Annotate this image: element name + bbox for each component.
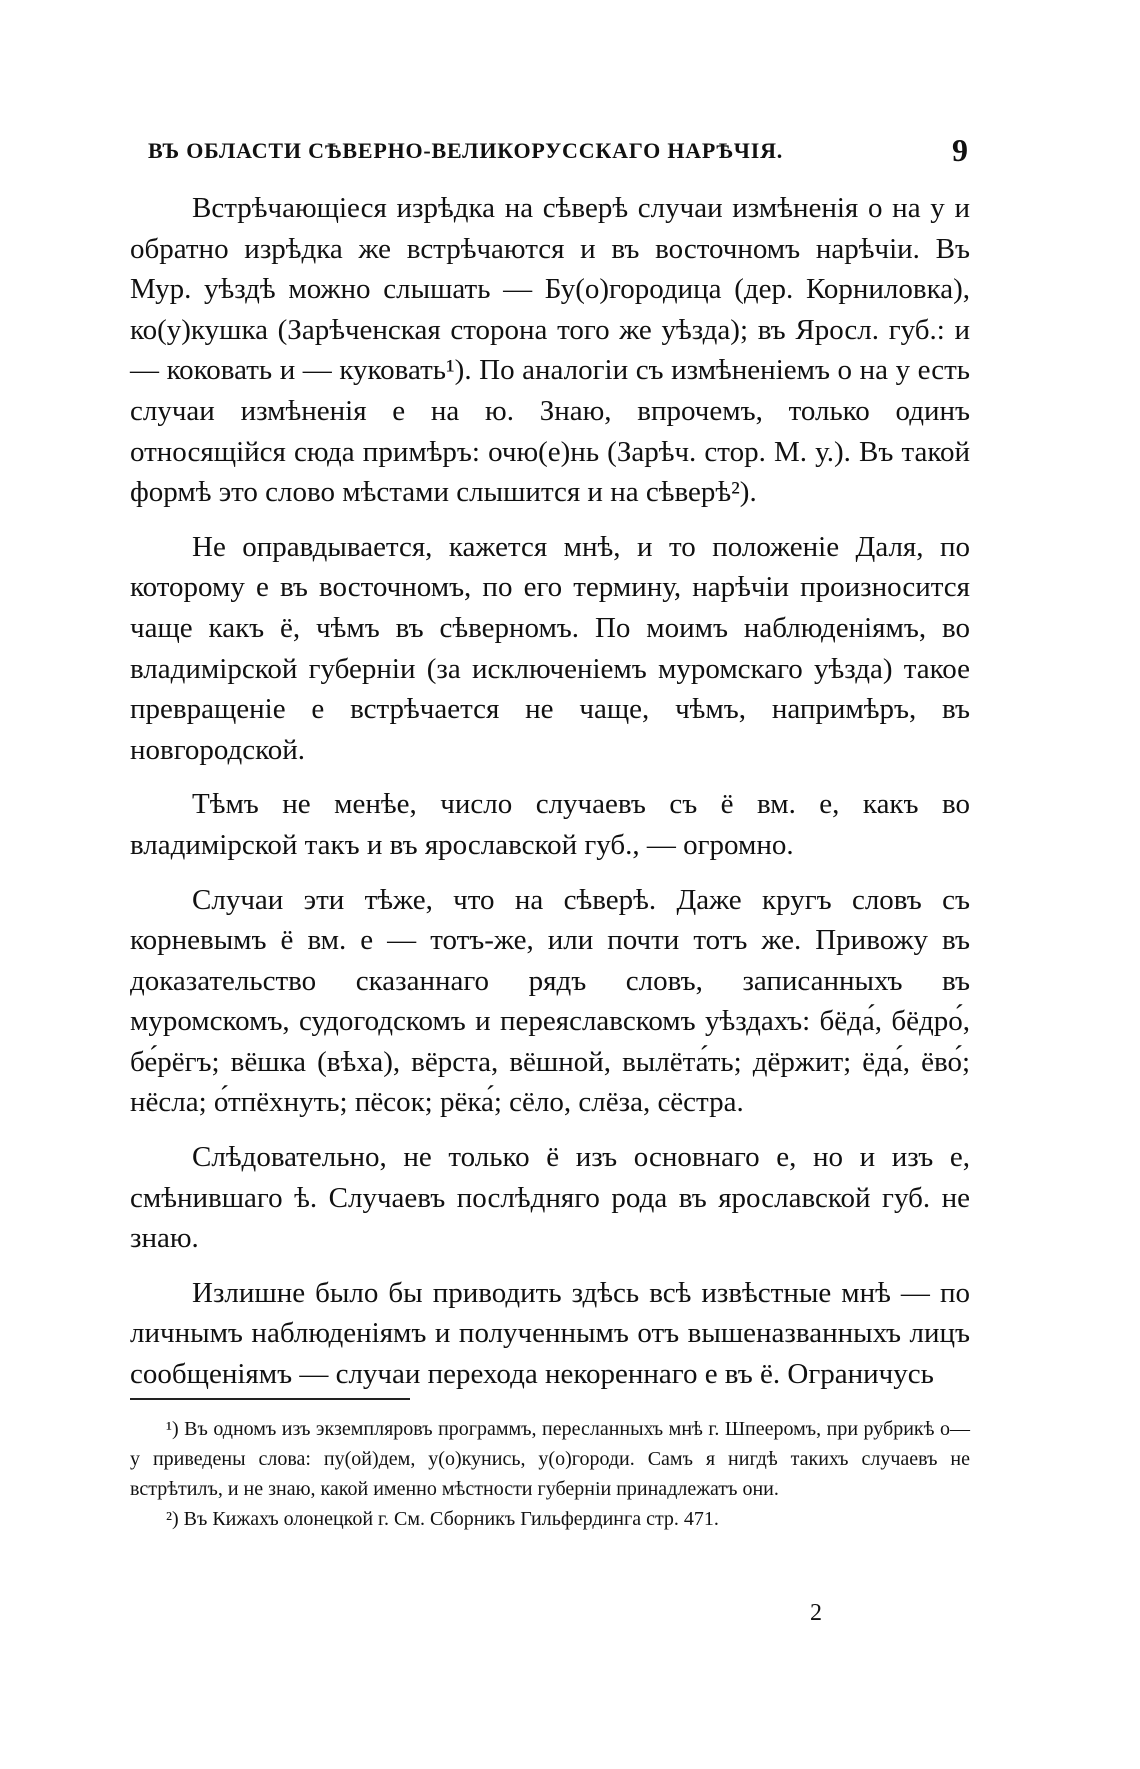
paragraph-4: Случаи эти тѣже, что на сѣверѣ. Даже кругъ словъ съ корневымъ ё вм. е — тотъ-же, или почти тотъ же. Привожу въ доказательство сказаннаго рядъ словъ, записанныхъ въ муромскомъ, судогодскомъ и переяславскомъ уѣздахъ: бёда́, бёдро́, бе́рёгъ; вёшка (вѣха), вёрста, вёшной, вылёта́ть; дёржит; ёда́, ёво́; нёсла; о́тпёхнуть; пёсок; рёка́; сёло, слёза, сёстра. xyxy=(130,883,970,1119)
signature-mark: 2 xyxy=(810,1600,822,1626)
paragraph-6: Излишне было бы приводить здѣсь всѣ извѣстные мнѣ — по личнымъ наблюденіямъ и полученнымъ отъ вышеназванныхъ лицъ сообщеніямъ — случаи перехода некореннаго е въ ё. Ограничусь xyxy=(130,1276,970,1391)
paragraph-1: Встрѣчающіеся изрѣдка на сѣверѣ случаи измѣненія о на у и обратно изрѣдка же встрѣчаются и въ восточномъ нарѣчіи. Въ Мур. уѣздѣ можно слышать — Бу(о)городица (дер. Корниловка), ко(у)кушка (Зарѣченская сторона того же уѣзда); въ Яросл. губ.: и — коковать и — куковать¹). По аналогіи съ измѣненіемъ о на у есть случаи измѣненія е на ю. Знаю, впрочемъ, только одинъ относящійся сюда примѣръ: очю(е)нь (Зарѣч. стор. М. у.). Въ такой формѣ это слово мѣстами слышится и на сѣверѣ²). xyxy=(130,192,970,509)
running-title: ВЪ ОБЛАСТИ СѢВЕРНО-ВЕЛИКОРУССКАГО НАРѢЧІЯ. xyxy=(148,138,784,163)
paragraph-3: Тѣмъ не менѣе, число случаевъ съ ё вм. е, какъ во владимірской такъ и въ ярославской губ., — огромно. xyxy=(130,788,970,861)
page-header xyxy=(128,134,968,174)
footnote-1: ¹) Въ одномъ изъ экземпляровъ программъ, пересланныхъ мнѣ г. Шпееромъ, при рубрикѣ о—у приведены слова: пу(ой)дем, у(о)кунись, у(о)городи. Самъ я нигдѣ такихъ случаевъ не встрѣтилъ, и не знаю, какой именно мѣстности губерніи принадлежатъ они. xyxy=(130,1418,970,1500)
page-number: 9 xyxy=(952,132,968,168)
paragraph-2: Не оправдывается, кажется мнѣ, и то положеніе Даля, по которому е въ восточномъ, по его термину, нарѣчіи произносится чаще какъ ё, чѣмъ въ сѣверномъ. По моимъ наблюденіямъ, во владимірской губерніи (за исключеніемъ муромскаго уѣзда) такое превращеніе е встрѣчается не чаще, чѣмъ, напримѣръ, въ новгородской. xyxy=(130,530,970,766)
footnote-2: ²) Въ Кижахъ олонецкой г. См. Сборникъ Гильфердинга стр. 471. xyxy=(166,1508,719,1530)
footnote-divider xyxy=(130,1398,410,1400)
footnotes xyxy=(130,1414,970,1534)
body-text xyxy=(130,188,970,1409)
paragraph-5: Слѣдовательно, не только ё изъ основнаго е, но и изъ е, смѣнившаго ѣ. Случаевъ послѣдняго рода въ ярославской губ. не знаю. xyxy=(130,1141,970,1255)
